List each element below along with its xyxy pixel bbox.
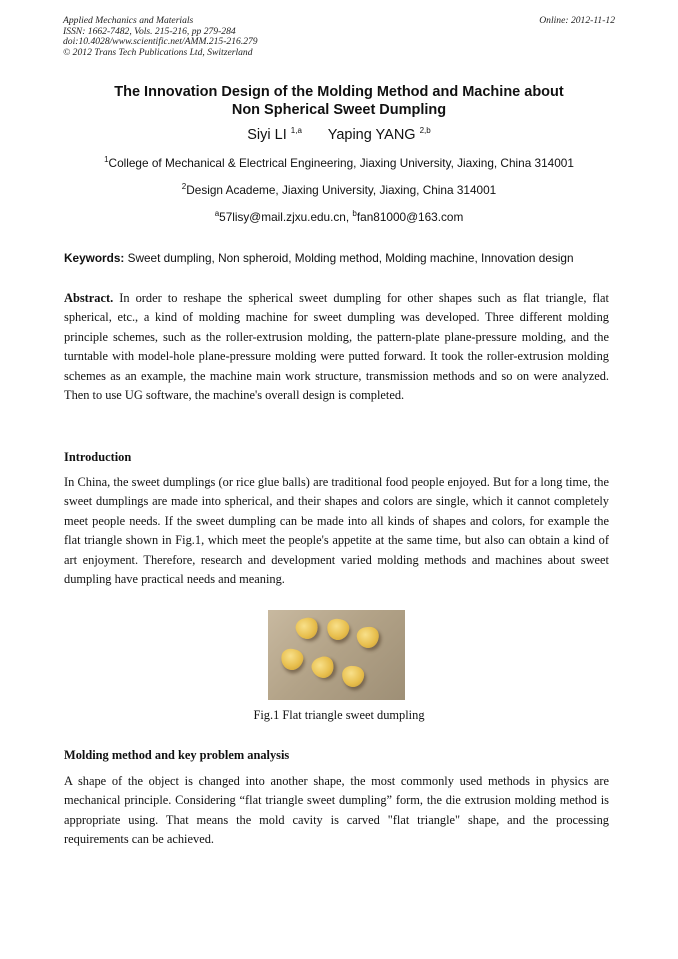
section-heading: Introduction xyxy=(64,450,132,464)
author-name: Yaping YANG xyxy=(327,127,416,143)
affiliation-2 xyxy=(0,183,678,197)
figure-caption: Fig.1 Flat triangle sweet dumpling xyxy=(253,708,425,722)
affiliation-text: Design Academe, Jiaxing University, Jiaxing, China 314001 xyxy=(186,183,497,197)
author-name: Siyi LI xyxy=(247,127,287,143)
issn-line: ISSN: 1662-7482, Vols. 215-216, pp 279-284 xyxy=(63,25,236,37)
title-line-1: The Innovation Design of the Molding Method and Machine about xyxy=(114,84,564,100)
dumpling-shape xyxy=(325,617,350,642)
section-body: A shape of the object is changed into another shape, the most commonly used methods in physics are mechanical principle. Considering “flat triangle sweet dumpling” form, the die extrusion molding method is appropriate using. That means the mold cavity is carved "flat triangle" shape, and the processing requirements can be achieved. xyxy=(64,774,609,847)
author-superscript: 1,a xyxy=(290,126,302,135)
journal-name: Applied Mechanics and Materials xyxy=(63,15,194,26)
figure-photo xyxy=(268,610,405,700)
keywords-label: Keywords: xyxy=(64,251,125,265)
email-address: 57lisy@mail.zjxu.edu.cn, xyxy=(219,210,353,224)
email-address: fan81000@163.com xyxy=(356,210,464,224)
section-body: In China, the sweet dumplings (or rice glue balls) are traditional food people enjoyed. But for a long time, the sweet dumplings are made into spherical, and their shapes and colors are single, which it cannot completely meet people needs. If the sweet dumpling can be made into all kinds of shapes and colors, for example the flat triangle shown in Fig.1, which meet the people's appetite at the same time, but also can obtain a kind of art enjoyment. Therefore, research and development varied molding methods and machines about sweet dumpling have practical needs and meaning. xyxy=(64,475,609,587)
dumpling-shape xyxy=(341,665,365,688)
doi-line: doi:10.4028/www.scientific.net/AMM.215-216.279 xyxy=(63,36,258,48)
abstract-text: In order to reshape the spherical sweet dumpling for other shapes such as flat triangle, flat spherical, etc., a kind of molding machine for sweet dumpling was developed. Three different molding principle schemes, such as the roller-extrusion molding, the pattern-plate plane-pressure molding, and the turntable with model-hole plane-pressure molding were putted forward. It took the roller-extrusion molding schemes as an example, the machine main work structure, transmission methods and so on were analyzed. Then to use UG software, the machine's overall design is completed. xyxy=(64,291,609,403)
keywords xyxy=(64,251,614,265)
keywords-text: Sweet dumpling, Non spheroid, Molding method, Molding machine, Innovation design xyxy=(127,251,574,265)
abstract-label: Abstract. xyxy=(64,291,114,305)
copyright-line: © 2012 Trans Tech Publications Ltd, Switzerland xyxy=(63,46,253,58)
paper-title xyxy=(40,83,638,119)
dumpling-shape xyxy=(309,654,337,681)
dumpling-shape xyxy=(279,647,305,672)
author-superscript: 2,b xyxy=(419,126,431,135)
affiliation-1 xyxy=(0,156,678,170)
email-superscript: b xyxy=(352,209,357,218)
section-heading: Molding method and key problem analysis xyxy=(64,748,290,762)
email-superscript: a xyxy=(214,209,220,218)
title-line-2: Non Spherical Sweet Dumpling xyxy=(231,102,447,118)
page-header xyxy=(63,16,615,58)
dumpling-shape xyxy=(356,626,381,650)
affiliation-superscript: 1 xyxy=(104,155,109,164)
author-list xyxy=(0,127,678,143)
online-date: Online: 2012-11-12 xyxy=(539,15,615,26)
affiliation-text: College of Mechanical & Electrical Engineering, Jiaxing University, Jiaxing, China 314001 xyxy=(108,156,574,170)
email-line xyxy=(0,210,678,224)
dumpling-shape xyxy=(294,616,321,642)
abstract xyxy=(64,289,609,405)
affiliation-superscript: 2 xyxy=(181,182,187,191)
